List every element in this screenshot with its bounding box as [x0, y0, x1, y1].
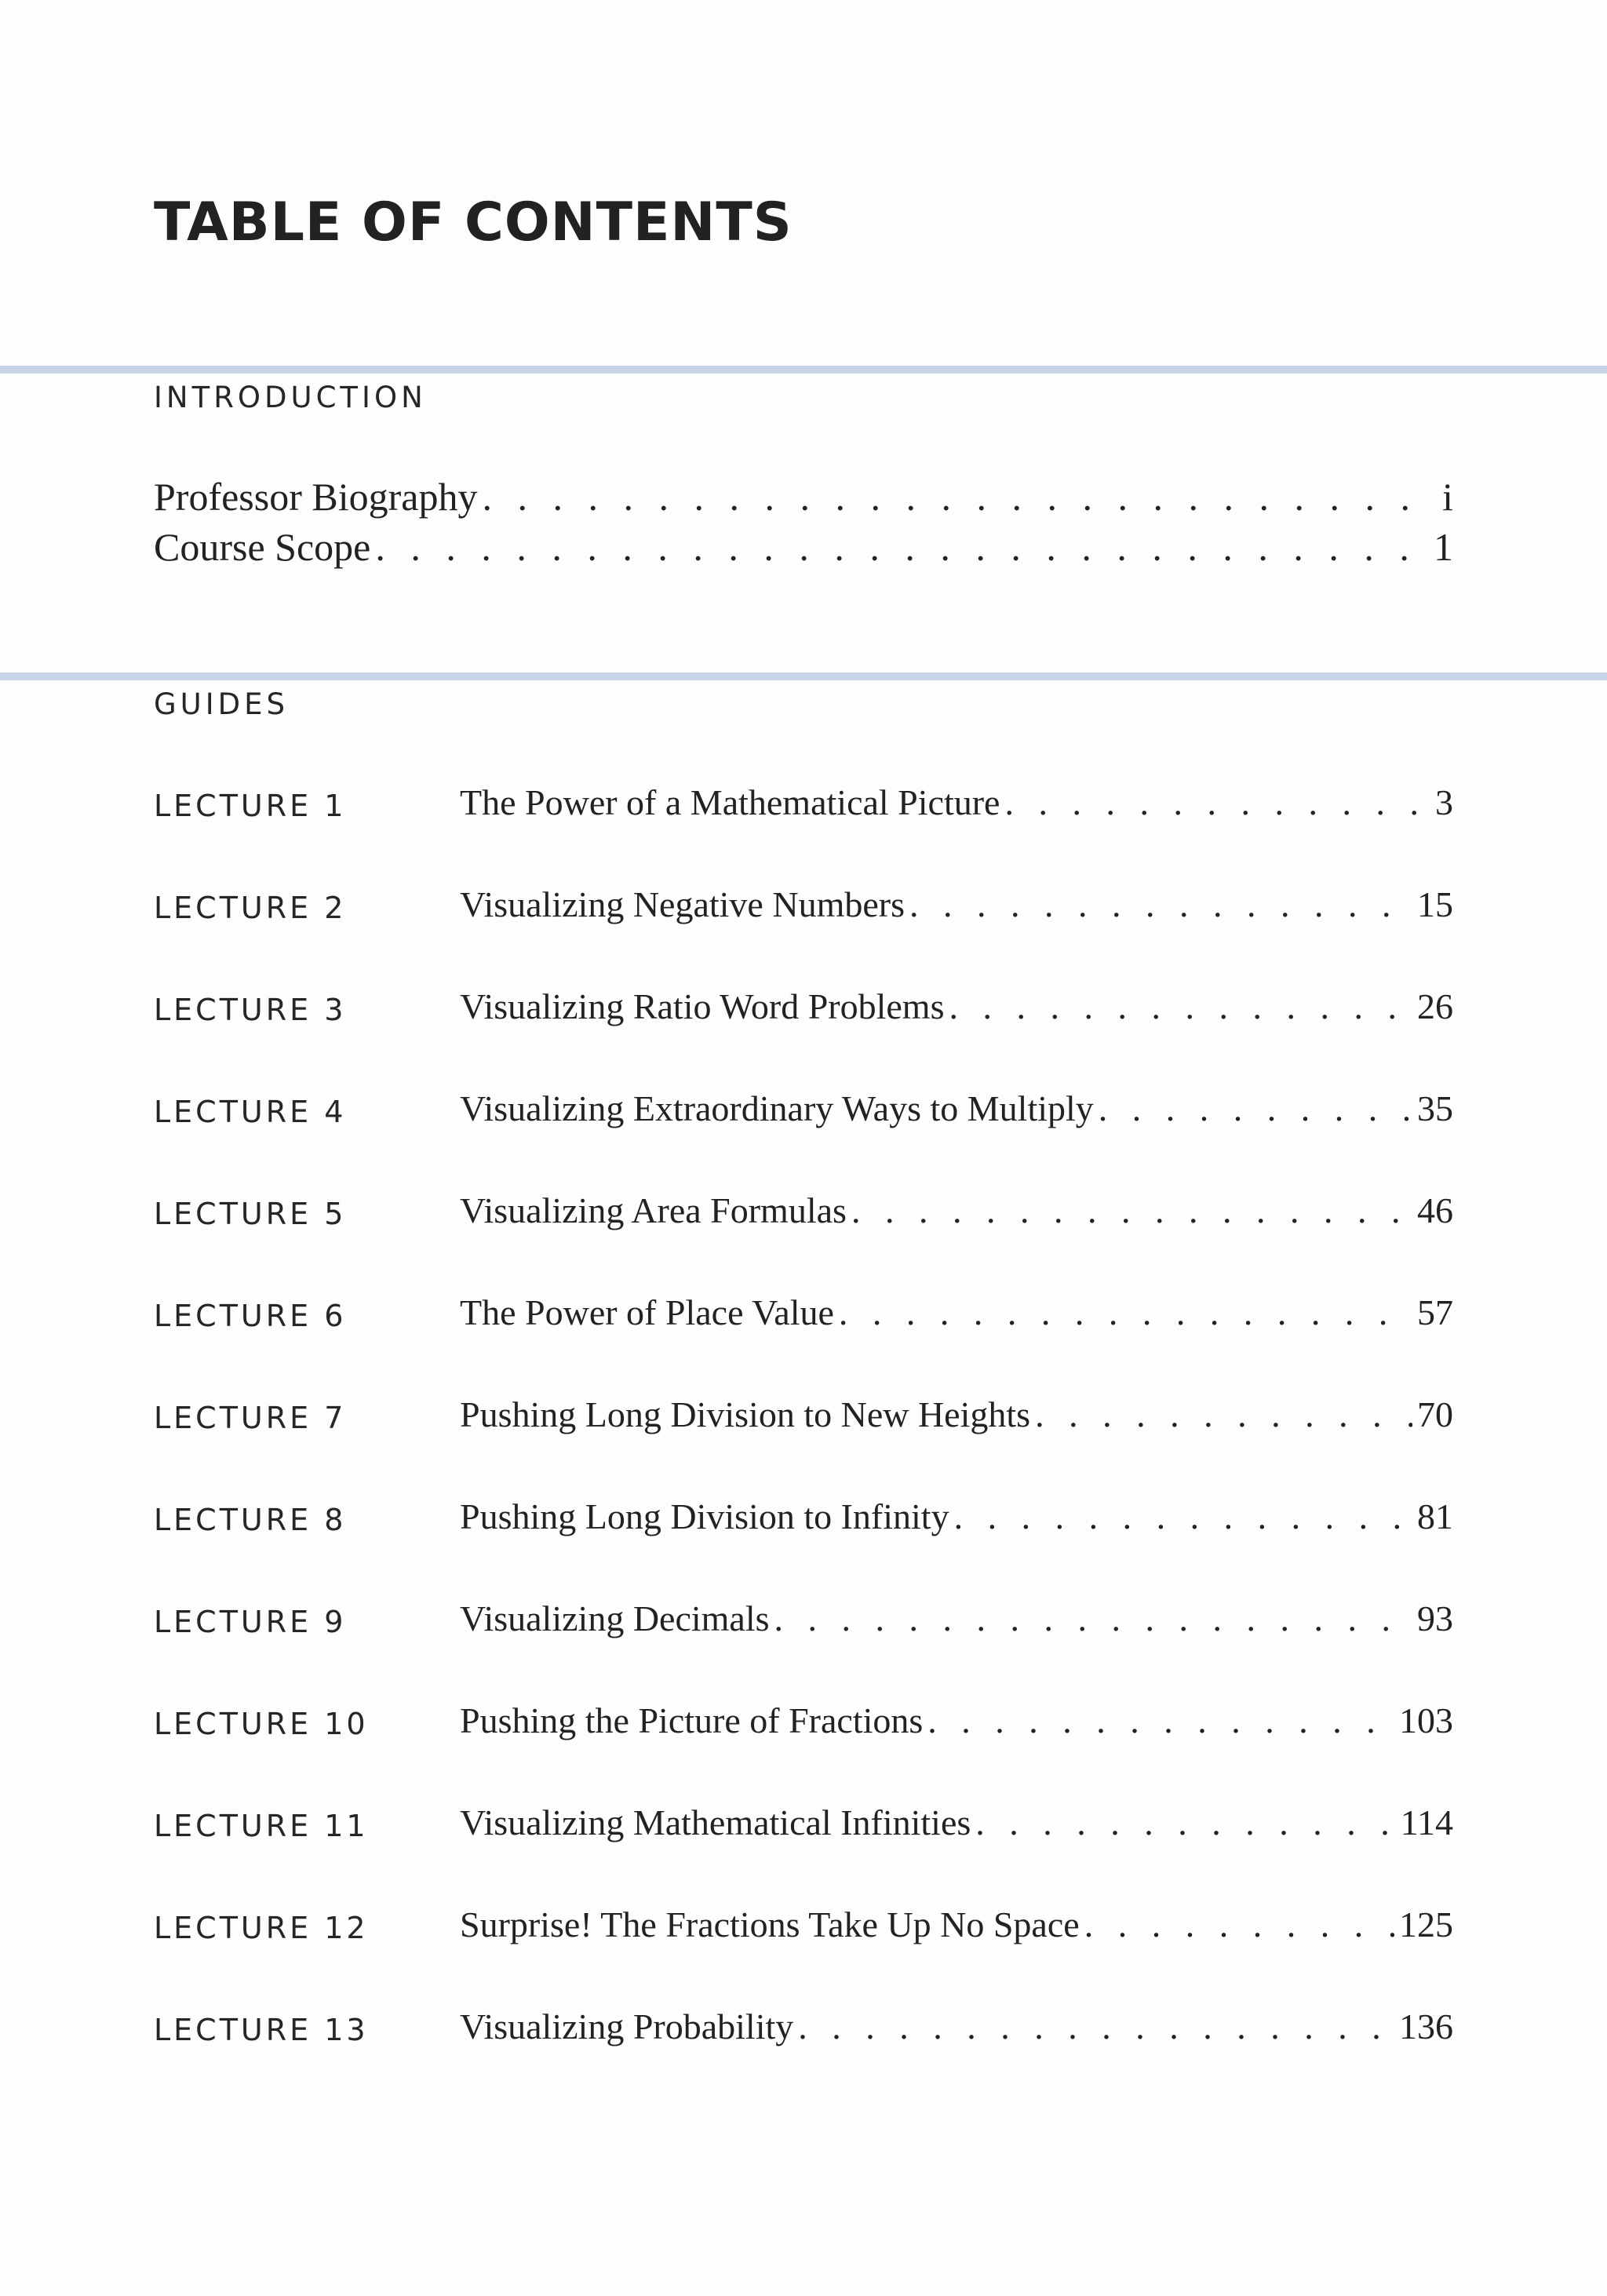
- lecture-title: Pushing the Picture of Fractions: [460, 1700, 924, 1740]
- lecture-title: Pushing Long Division to Infinity: [460, 1496, 949, 1536]
- lecture-label: LECTURE 5: [154, 1197, 347, 1231]
- dot-leader: [375, 527, 1429, 567]
- dot-leader: [798, 2009, 1394, 2045]
- lecture-entry: [460, 2006, 1453, 2046]
- lecture-title: Visualizing Decimals: [460, 1598, 770, 1638]
- dot-leader: [909, 887, 1412, 923]
- dot-leader: [927, 1703, 1394, 1739]
- guides-heading: GUIDES: [154, 687, 290, 721]
- lecture-label: LECTURE 3: [154, 993, 347, 1027]
- lecture-title: Visualizing Negative Numbers: [460, 884, 905, 924]
- toc-lecture-row[interactable]: [154, 1700, 1453, 1750]
- lecture-page-number: 136: [1399, 2006, 1453, 2046]
- page-title: TABLE OF CONTENTS: [154, 191, 793, 253]
- lecture-page-number: 15: [1417, 884, 1453, 924]
- toc-lecture-row[interactable]: [154, 1394, 1453, 1444]
- introduction-heading: INTRODUCTION: [154, 381, 427, 414]
- lecture-entry: [460, 1904, 1453, 1944]
- lecture-title: Visualizing Mathematical Infinities: [460, 1802, 971, 1842]
- lecture-title: Visualizing Extraordinary Ways to Multiply: [460, 1088, 1094, 1128]
- lecture-entry: [460, 884, 1453, 924]
- lecture-title: Visualizing Area Formulas: [460, 1190, 847, 1230]
- lecture-page-number: 70: [1417, 1394, 1453, 1434]
- lecture-label: LECTURE 12: [154, 1911, 369, 1945]
- lecture-label: LECTURE 11: [154, 1809, 369, 1843]
- section-divider: [0, 672, 1607, 680]
- dot-leader: [839, 1295, 1412, 1331]
- lecture-label: LECTURE 13: [154, 2013, 369, 2047]
- lecture-label: LECTURE 2: [154, 891, 347, 925]
- toc-lecture-row[interactable]: [154, 1904, 1453, 1954]
- dot-leader: [975, 1805, 1395, 1841]
- toc-lecture-row[interactable]: [154, 1292, 1453, 1342]
- toc-lecture-row[interactable]: [154, 782, 1453, 832]
- dot-leader: [1084, 1907, 1394, 1943]
- lecture-title: Pushing Long Division to New Heights: [460, 1394, 1031, 1434]
- toc-lecture-row[interactable]: [154, 986, 1453, 1036]
- lecture-entry: [460, 986, 1453, 1026]
- lecture-label: LECTURE 7: [154, 1401, 347, 1435]
- lecture-page-number: 57: [1417, 1292, 1453, 1332]
- entry-title: Course Scope: [154, 525, 371, 569]
- lecture-entry: [460, 1496, 1453, 1536]
- lecture-entry: [460, 782, 1453, 822]
- toc-lecture-row[interactable]: [154, 1496, 1453, 1546]
- lecture-entry: [460, 1394, 1453, 1434]
- toc-lecture-row[interactable]: [154, 1598, 1453, 1648]
- section-divider: [0, 366, 1607, 374]
- lecture-entry: [460, 1292, 1453, 1332]
- toc-lecture-row[interactable]: [154, 884, 1453, 934]
- toc-lecture-row[interactable]: [154, 1088, 1453, 1138]
- toc-lecture-row[interactable]: [154, 1190, 1453, 1240]
- lecture-title: Visualizing Ratio Word Problems: [460, 986, 945, 1026]
- entry-page-number: 1: [1434, 525, 1453, 569]
- lecture-title: The Power of Place Value: [460, 1292, 834, 1332]
- lecture-entry: [460, 1190, 1453, 1230]
- lecture-page-number: 125: [1399, 1904, 1453, 1944]
- lecture-title: Visualizing Probability: [460, 2006, 794, 2046]
- dot-leader: [851, 1193, 1412, 1229]
- entry-title: Professor Biography: [154, 475, 478, 519]
- lecture-label: LECTURE 4: [154, 1095, 347, 1129]
- toc-lecture-row[interactable]: [154, 2006, 1453, 2056]
- toc-entry-course-scope[interactable]: [154, 527, 1453, 567]
- lecture-title: The Power of a Mathematical Picture: [460, 782, 1000, 822]
- lecture-page-number: 93: [1417, 1598, 1453, 1638]
- toc-entry-professor-biography[interactable]: [154, 475, 1453, 519]
- entry-page-number: i: [1442, 475, 1453, 519]
- toc-lecture-row[interactable]: [154, 1802, 1453, 1852]
- lecture-label: LECTURE 10: [154, 1707, 369, 1741]
- dot-leader: [774, 1601, 1412, 1637]
- dot-leader: [482, 477, 1438, 516]
- lecture-label: LECTURE 8: [154, 1503, 347, 1537]
- lecture-entry: [460, 1088, 1453, 1128]
- dot-leader: [1035, 1397, 1412, 1433]
- lecture-page-number: 3: [1435, 782, 1453, 822]
- lecture-label: LECTURE 1: [154, 789, 347, 823]
- lecture-page-number: 114: [1400, 1802, 1453, 1842]
- dot-leader: [1004, 785, 1430, 821]
- lecture-page-number: 103: [1399, 1700, 1453, 1740]
- lecture-page-number: 35: [1417, 1088, 1453, 1128]
- lecture-title: Surprise! The Fractions Take Up No Space: [460, 1904, 1080, 1944]
- lecture-label: LECTURE 6: [154, 1299, 347, 1333]
- lecture-page-number: 26: [1417, 986, 1453, 1026]
- dot-leader: [1099, 1091, 1412, 1127]
- dot-leader: [954, 1499, 1412, 1535]
- lecture-entry: [460, 1598, 1453, 1638]
- lecture-label: LECTURE 9: [154, 1605, 347, 1639]
- lecture-entry: [460, 1802, 1453, 1842]
- lecture-entry: [460, 1700, 1453, 1740]
- lecture-page-number: 46: [1417, 1190, 1453, 1230]
- lecture-page-number: 81: [1417, 1496, 1453, 1536]
- dot-leader: [949, 989, 1412, 1025]
